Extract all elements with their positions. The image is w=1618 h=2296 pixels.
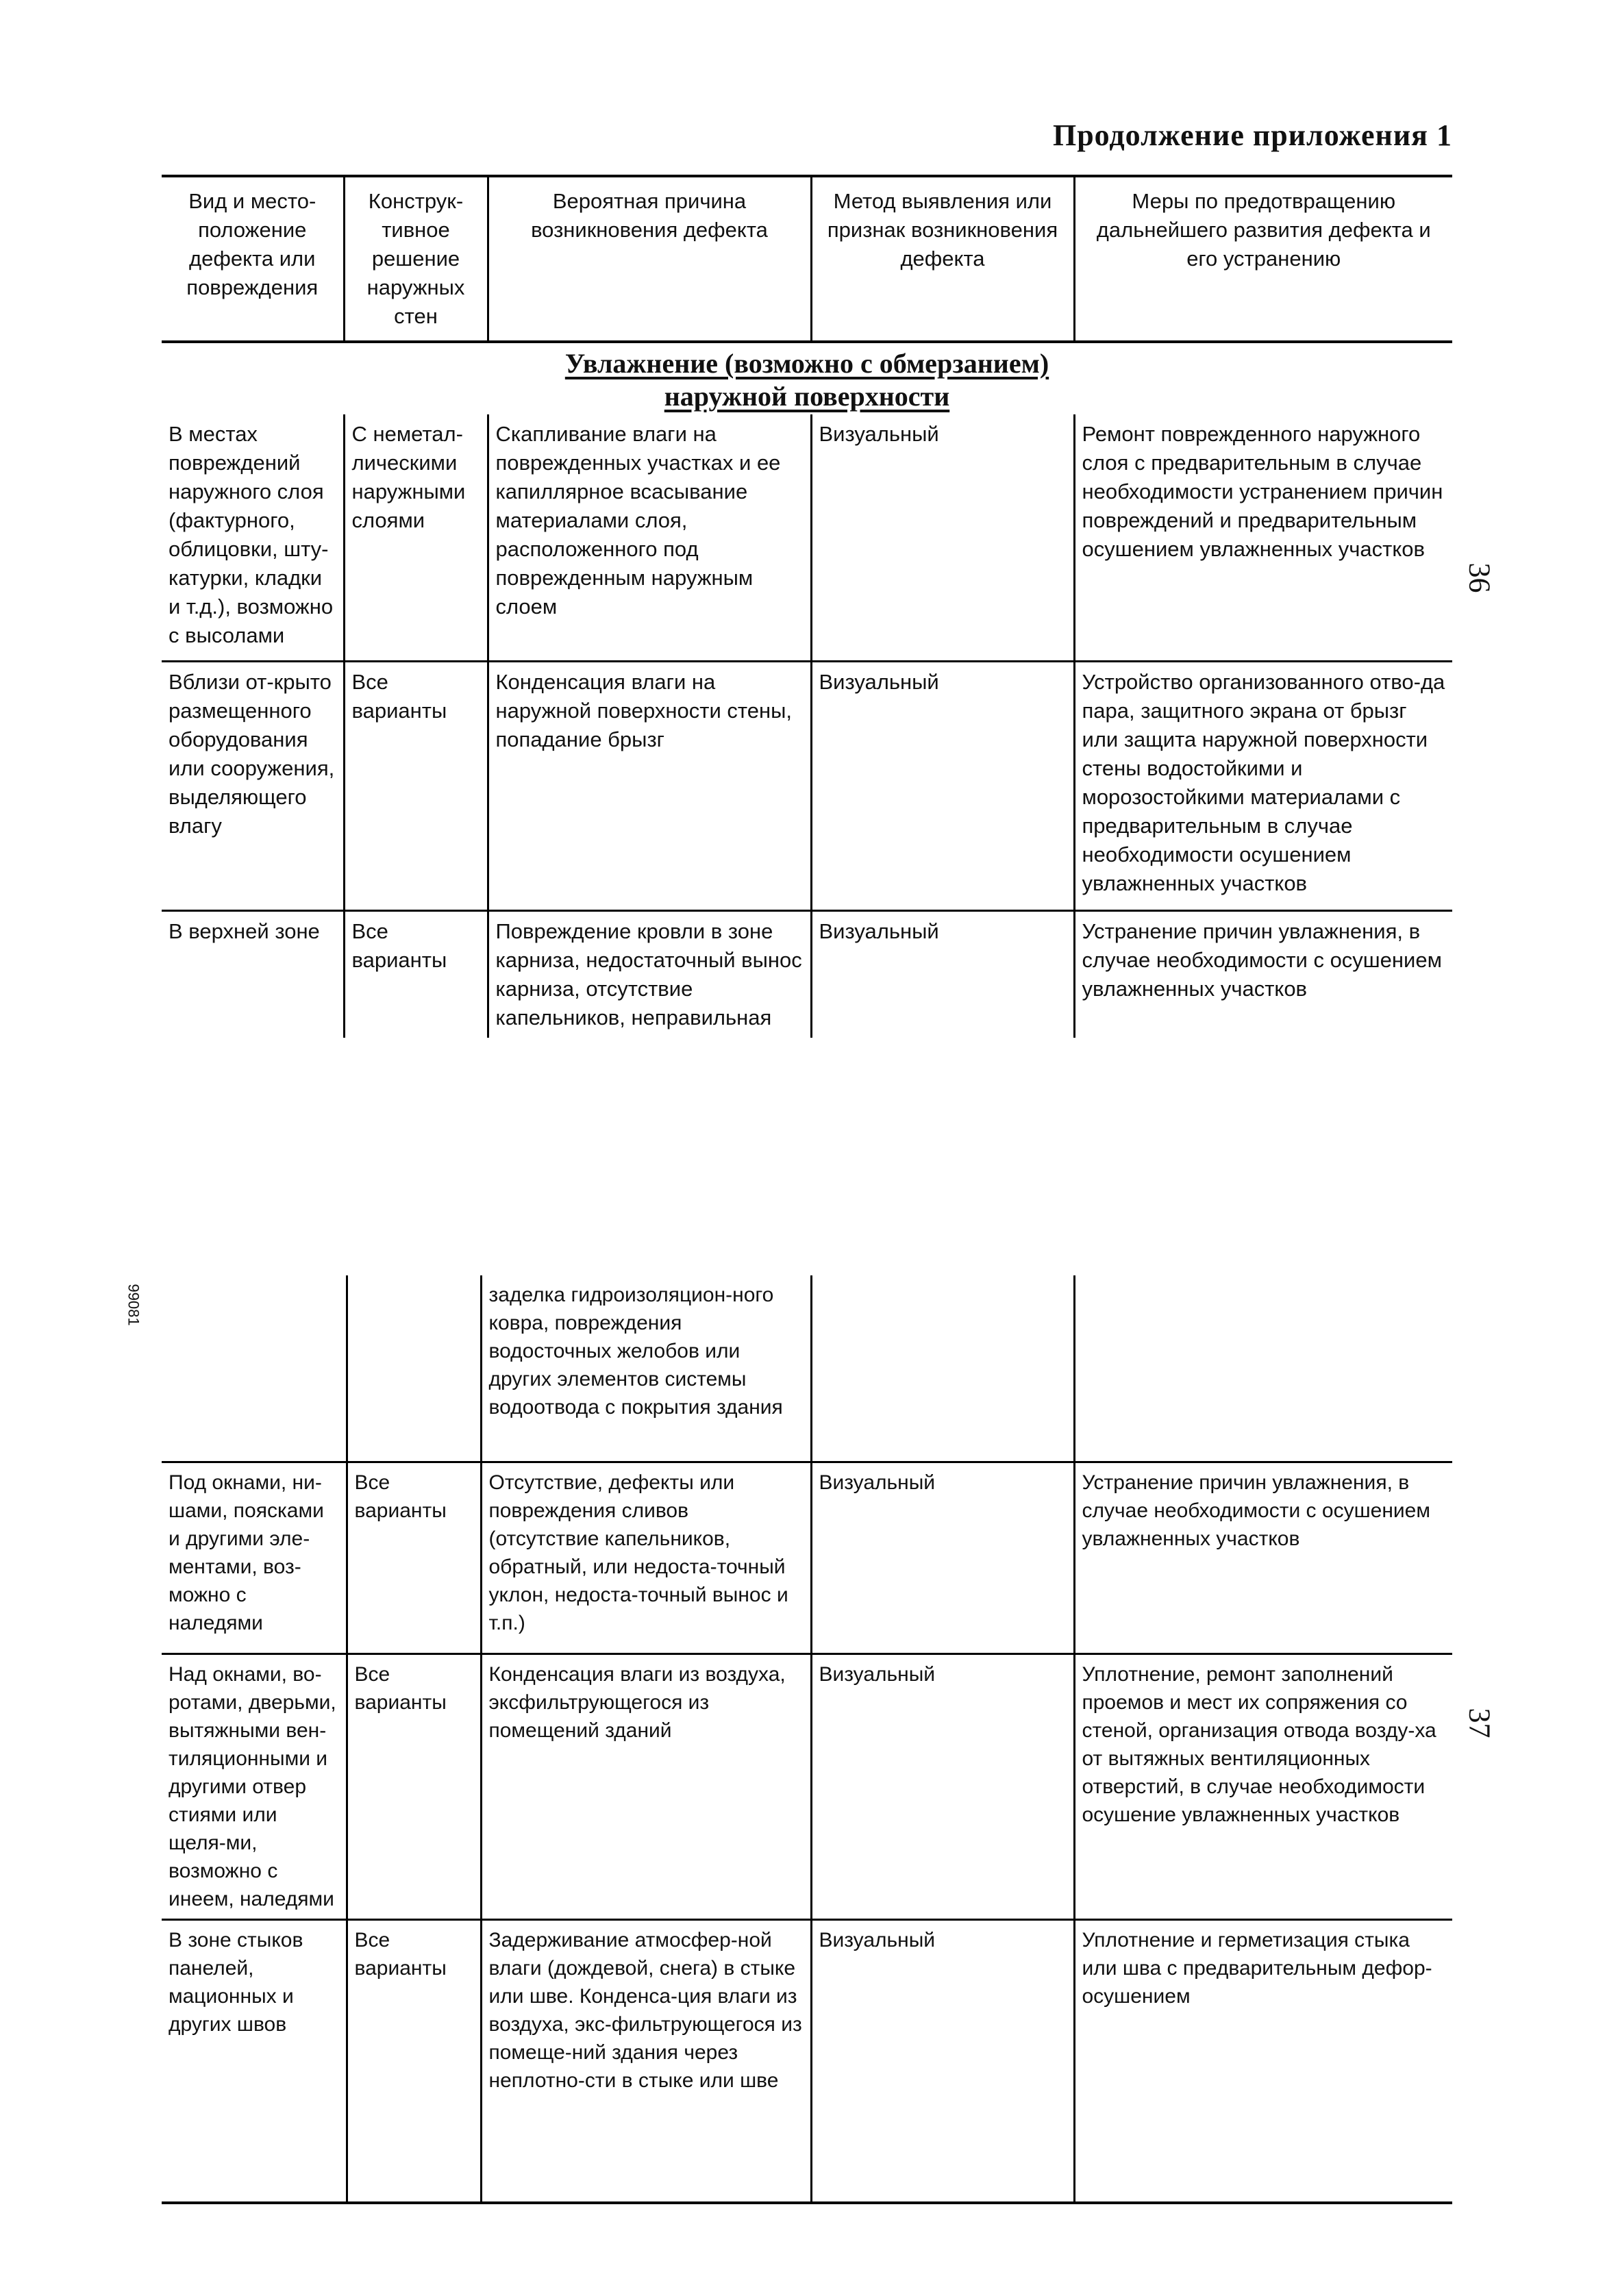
cell-solution: Все варианты [347,1919,481,2203]
cell-method: Визуальный [811,1462,1074,1654]
section-title-line-2: наружной поверхности [664,381,950,412]
cell-solution: Все варианты [347,1654,481,1919]
cell-method [811,1275,1074,1462]
cell-method: Визуальный [811,661,1074,910]
cell-location [162,1275,347,1462]
table-row [162,414,1452,661]
cell-location: Над окнами, во-ротами, дверьми, вытяжными вен-тиляционными и другими отвер стиями или щеля-ми, возможно с инеем, наледями [162,1654,347,1919]
table-row [162,1919,1452,2203]
page-number-36: 36 [1463,562,1497,593]
cell-solution: С неметал-лическими наружными слоями [344,414,488,661]
cell-location: Вблизи от-крыто размещенного оборудования или сооружения, выделяющего влагу [162,661,344,910]
cell-cause: Конденсация влаги из воздуха, эксфильтрующегося из помещений зданий [481,1654,811,1919]
cell-solution: Все варианты [344,910,488,1038]
cell-method: Визуальный [811,910,1074,1038]
side-code: 99081 [125,1284,142,1326]
cell-measures: Устранение причин увлажнения, в случае необходимости с осушением увлажненных участков [1074,1462,1452,1654]
section-title-line-1: Увлажнение (возможно с обмерзанием) [564,348,1049,379]
table-header-row [162,176,1452,342]
cell-method: Визуальный [811,1654,1074,1919]
table-row [162,1462,1452,1654]
cell-cause: заделка гидроизоляцион-ного ковра, повреждения водосточных желобов или других элементов системы водоотвода с покрытия здания [481,1275,811,1462]
defects-table-bottom [162,1275,1452,2204]
cell-location: В местах повреждений наружного слоя (фактурного, облицовки, шту-катурки, кладки и т.д.), возможно с высолами [162,414,344,661]
cell-solution: Все варианты [347,1462,481,1654]
section-title [162,343,1452,414]
cell-method: Визуальный [811,414,1074,661]
cell-cause: Отсутствие, дефекты или повреждения сливов (отсутствие капельников, обратный, или недоста-точный уклон, недоста-точный вынос и т.п.) [481,1462,811,1654]
page-heading: Продолжение приложения 1 [1052,118,1452,152]
cell-location: Под окнами, ни-шами, поясками и другими эле-ментами, воз-можно с наледями [162,1462,347,1654]
table-row [162,910,1452,1038]
cell-location: В верхней зоне [169,919,320,943]
cell-measures [1074,1275,1452,1462]
cell-measures: Уплотнение и герметизация стыка или шва с предварительным дефор-осушением [1074,1919,1452,2203]
cell-cause: Задерживание атмосфер-ной влаги (дождевой, снега) в стыке или шве. Конденса-ция влаги из воздуха, экс-фильтрующегося из помеще-ний здания через неплотно-сти в стыке или шве [481,1919,811,2203]
section-title-row [162,342,1452,414]
header-solution: Конструк-тивное решение наружных стен [344,176,488,342]
header-method: Метод выявления или признак возникновения дефекта [811,176,1074,342]
cell-solution: Все варианты [344,661,488,910]
cell-measures: Уплотнение, ремонт заполнений проемов и мест их сопряжения со стеной, организация отвода возду-ха от вытяжных вентиляционных отверстий, в случае необходимости осушение увлажненных участков [1074,1654,1452,1919]
page-number-37: 37 [1463,1708,1497,1738]
table-row [162,1275,1452,1462]
defects-table-top [162,175,1452,1038]
cell-cause: Конденсация влаги на наружной поверхности стены, попадание брызг [488,661,811,910]
cell-measures: Устранение причин увлажнения, в случае необходимости с осушением увлажненных участков [1074,910,1452,1038]
cell-cause: Скапливание влаги на поврежденных участках и ее капиллярное всасывание материалами слоя, расположенного под поврежденным наружным слоем [488,414,811,661]
cell-location: В зоне стыков панелей, мационных и других швов [162,1919,347,2203]
header-measures: Меры по предотвращению дальнейшего развития дефекта и его устранению [1074,176,1452,342]
header-location: Вид и место-положение дефекта или повреждения [186,189,319,299]
cell-cause: Повреждение кровли в зоне карниза, недостаточный вынос карниза, отсутствие капельников, неправильная [488,910,811,1038]
cell-solution [347,1275,481,1462]
cell-measures: Устройство организованного отво-да пара, защитного экрана от брызг или защита наружной поверхности стены водостойкими и морозостойкими материалами с предварительным в случае необходимости осушением увлажненных участков [1074,661,1452,910]
header-cause: Вероятная причина возникновения дефекта [488,176,811,342]
table-row [162,1654,1452,1919]
cell-method: Визуальный [811,1919,1074,2203]
cell-measures: Ремонт поврежденного наружного слоя с предварительным в случае необходимости устранением причин повреждений и предварительным осушением увлажненных участков [1074,414,1452,661]
table-row [162,661,1452,910]
